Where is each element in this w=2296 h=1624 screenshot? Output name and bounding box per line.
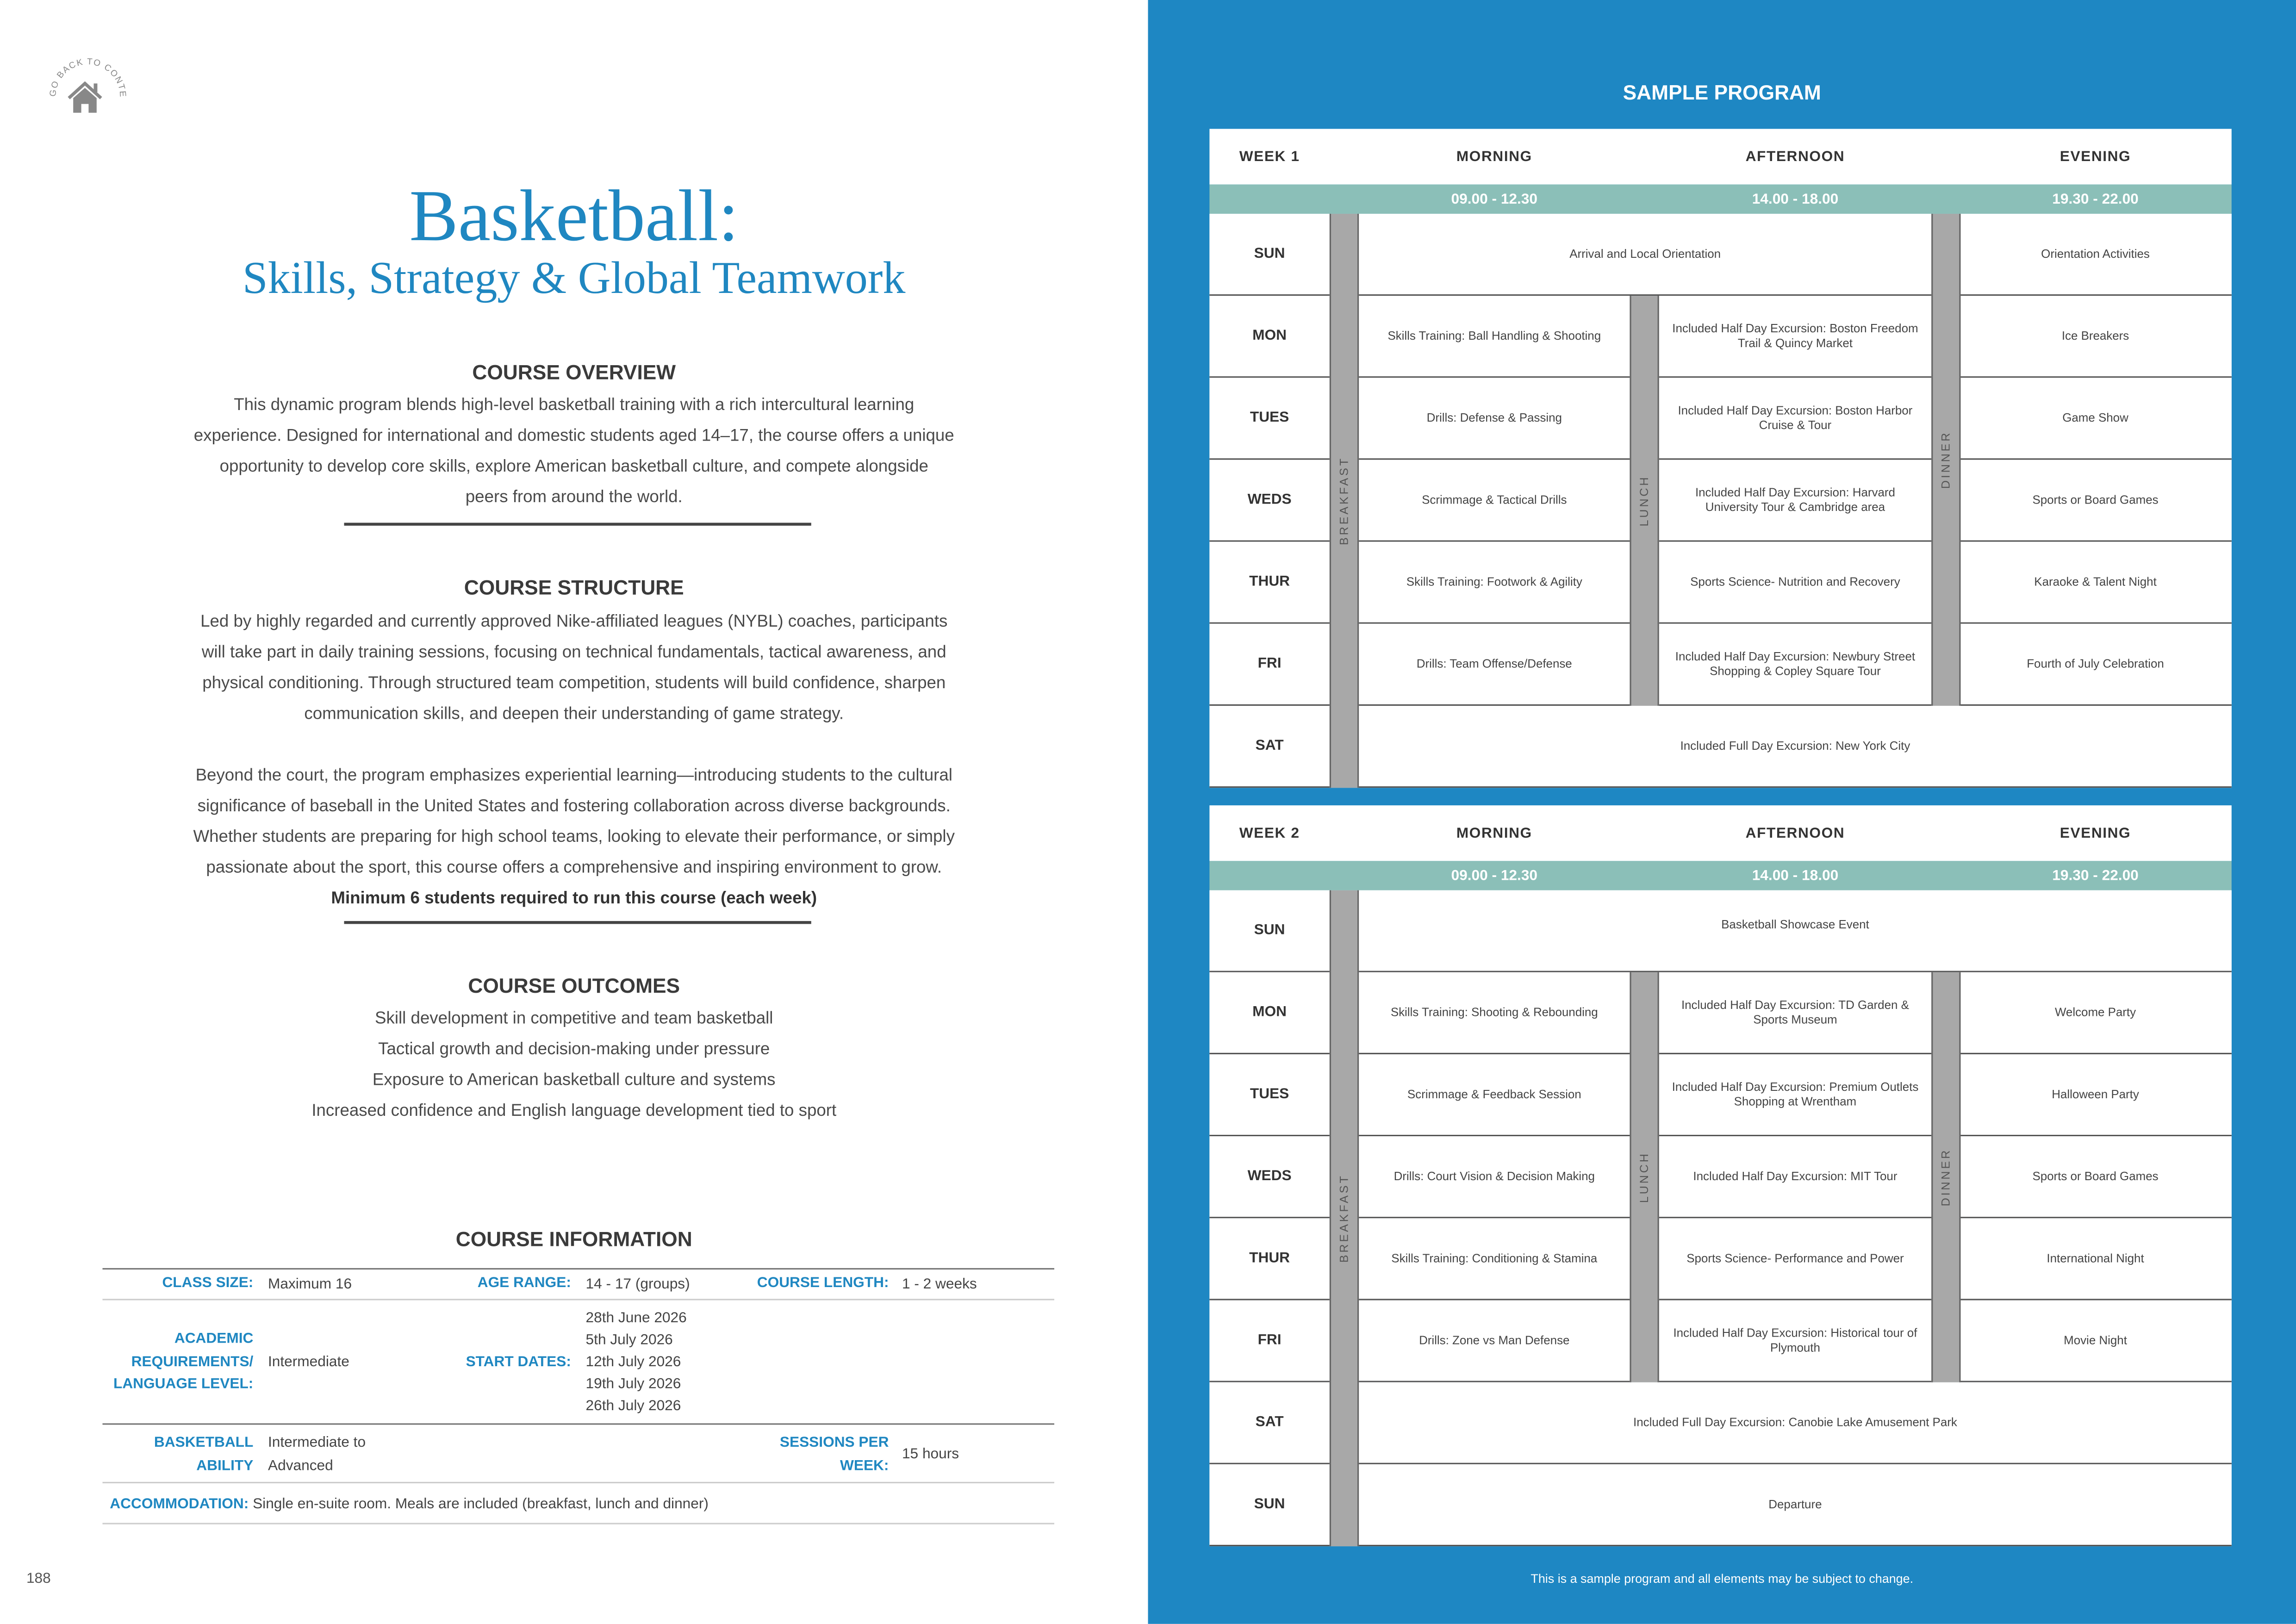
label-line: BASKETBALL bbox=[154, 1435, 254, 1451]
lunch-bar bbox=[1630, 296, 1659, 706]
ability-value bbox=[268, 1432, 366, 1477]
class-size-label: CLASS SIZE: bbox=[162, 1275, 254, 1292]
day-label: MON bbox=[1209, 972, 1329, 1054]
meal-label: LUNCH bbox=[1637, 475, 1651, 527]
evening-activity: Sports or Board Games bbox=[1959, 1136, 2231, 1218]
morning-activity: Drills: Team Offense/Defense bbox=[1359, 624, 1630, 706]
age-range-value: 14 - 17 (groups) bbox=[585, 1276, 690, 1293]
week-label: WEEK 2 bbox=[1239, 825, 1300, 841]
start-date: 28th June 2026 bbox=[585, 1310, 687, 1327]
text-line: passionate about the sport, this course offers a comprehensive and inspiring environment to grow. bbox=[206, 858, 942, 877]
structure-heading: COURSE STRUCTURE bbox=[464, 575, 684, 599]
meal-label: BREAKFAST bbox=[1338, 456, 1351, 545]
outcomes-heading: COURSE OUTCOMES bbox=[468, 973, 680, 997]
page-subtitle: Skills, Strategy & Global Teamwork bbox=[243, 252, 906, 303]
accommodation-label: ACCOMMODATION: bbox=[110, 1496, 249, 1513]
label-line: WEEK: bbox=[840, 1457, 889, 1474]
afternoon-activity: Sports Science- Performance and Power bbox=[1659, 1218, 1931, 1300]
meal-label: BREAKFAST bbox=[1338, 1174, 1351, 1263]
right-page bbox=[1148, 0, 2296, 1624]
header-morning: MORNING bbox=[1456, 149, 1532, 165]
label-line: SESSIONS PER bbox=[779, 1435, 889, 1451]
afternoon-activity: Included Half Day Excursion: MIT Tour bbox=[1659, 1136, 1931, 1218]
divider bbox=[102, 1268, 1054, 1269]
text-line: communication skills, and deepen their understanding of game strategy. bbox=[304, 704, 844, 723]
evening-activity: Welcome Party bbox=[1959, 972, 2231, 1054]
week-label: WEEK 1 bbox=[1239, 149, 1300, 165]
afternoon-activity: Included Half Day Excursion: TD Garden & Sports Museum bbox=[1659, 972, 1931, 1054]
structure-text-2 bbox=[0, 760, 1148, 883]
evening-activity: Ice Breakers bbox=[1959, 296, 2231, 378]
time-evening: 19.30 - 22.00 bbox=[2052, 867, 2139, 884]
morning-activity: Scrimmage & Feedback Session bbox=[1359, 1054, 1630, 1136]
start-dates-list bbox=[586, 1307, 687, 1417]
meal-label: DINNER bbox=[1939, 1148, 1953, 1207]
overview-text bbox=[0, 390, 1148, 513]
info-heading: COURSE INFORMATION bbox=[455, 1227, 692, 1251]
page-title: Basketball: bbox=[409, 174, 739, 256]
time-afternoon: 14.00 - 18.00 bbox=[1752, 867, 1839, 884]
program-title: SAMPLE PROGRAM bbox=[1623, 81, 1821, 104]
day-label: TUES bbox=[1209, 378, 1329, 460]
structure-text bbox=[0, 606, 1148, 729]
day-label: SAT bbox=[1209, 1382, 1329, 1464]
time-evening: 19.30 - 22.00 bbox=[2052, 191, 2139, 207]
sessions-label bbox=[703, 1432, 889, 1477]
morning-activity: Skills Training: Footwork & Agility bbox=[1359, 542, 1630, 624]
text-line: opportunity to develop core skills, explore American basketball culture, and compete alongside bbox=[219, 457, 928, 476]
value-line: Intermediate to bbox=[268, 1435, 366, 1451]
evening-activity: Karaoke & Talent Night bbox=[1959, 542, 2231, 624]
accommodation-row bbox=[110, 1493, 709, 1516]
afternoon-activity: Included Half Day Excursion: Historical tour of Plymouth bbox=[1659, 1300, 1931, 1382]
outcome-item: Skill development in competitive and team basketball bbox=[375, 1008, 773, 1028]
lunch-bar bbox=[1630, 972, 1659, 1382]
breakfast-bar bbox=[1330, 890, 1359, 1546]
label-line: LANGUAGE LEVEL: bbox=[113, 1376, 254, 1393]
divider bbox=[344, 921, 811, 923]
day-label: WEDS bbox=[1209, 1136, 1329, 1218]
evening-activity: Movie Night bbox=[1959, 1300, 2231, 1382]
text-line: significance of baseball in the United States and fostering collaboration across diverse backgrounds. bbox=[197, 796, 951, 816]
start-date: 12th July 2026 bbox=[585, 1354, 681, 1371]
divider bbox=[102, 1482, 1054, 1483]
time-morning: 09.00 - 12.30 bbox=[1451, 191, 1537, 207]
overview-heading: COURSE OVERVIEW bbox=[472, 360, 676, 384]
text-line: Beyond the court, the program emphasizes experiential learning—introducing students to the cultural bbox=[195, 765, 952, 785]
value-line: Advanced bbox=[268, 1457, 333, 1474]
day-label: FRI bbox=[1209, 1300, 1329, 1382]
day-label: SAT bbox=[1209, 706, 1329, 788]
class-size-value: Maximum 16 bbox=[268, 1276, 352, 1293]
label-line: ABILITY bbox=[196, 1457, 254, 1474]
academic-label bbox=[102, 1328, 253, 1396]
day-label: FRI bbox=[1209, 624, 1329, 706]
morning-activity: Skills Training: Ball Handling & Shooting bbox=[1359, 296, 1630, 378]
header-evening: EVENING bbox=[2060, 149, 2131, 165]
text-line: peers from around the world. bbox=[465, 487, 683, 507]
header-afternoon: AFTERNOON bbox=[1745, 825, 1845, 841]
meal-label: DINNER bbox=[1939, 430, 1953, 489]
svg-text:GO BACK TO CONTENTS PAGE: GO BACK TO CONTE bbox=[48, 56, 128, 98]
morning-activity: Drills: Defense & Passing bbox=[1359, 378, 1630, 460]
breakfast-bar bbox=[1330, 214, 1359, 788]
day-label: THUR bbox=[1209, 1218, 1329, 1300]
evening-activity: International Night bbox=[1959, 1218, 2231, 1300]
full-day-activity: Included Full Day Excursion: New York City bbox=[1359, 706, 2232, 788]
afternoon-activity: Included Half Day Excursion: Premium Outlets Shopping at Wrentham bbox=[1659, 1054, 1931, 1136]
age-range-label: AGE RANGE: bbox=[477, 1275, 571, 1292]
morning-activity: Drills: Zone vs Man Defense bbox=[1359, 1300, 1630, 1382]
outcome-item: Tactical growth and decision-making under pressure bbox=[378, 1039, 770, 1059]
divider bbox=[344, 523, 811, 525]
divider bbox=[102, 1299, 1054, 1300]
start-date: 26th July 2026 bbox=[585, 1398, 681, 1415]
morning-activity: Scrimmage & Tactical Drills bbox=[1359, 460, 1630, 541]
full-day-activity: Departure bbox=[1359, 1464, 2232, 1546]
dinner-bar bbox=[1931, 214, 1960, 706]
program-footer: This is a sample program and all elements may be subject to change. bbox=[1531, 1571, 1914, 1586]
academic-value: Intermediate bbox=[268, 1354, 349, 1371]
day-label: THUR bbox=[1209, 542, 1329, 624]
course-length-label: COURSE LENGTH: bbox=[757, 1275, 889, 1292]
dinner-bar bbox=[1931, 972, 1960, 1382]
evening-activity: Sports or Board Games bbox=[1959, 460, 2231, 541]
start-date: 19th July 2026 bbox=[585, 1376, 681, 1393]
evening-activity: Fourth of July Celebration bbox=[1959, 624, 2231, 706]
afternoon-activity: Sports Science- Nutrition and Recovery bbox=[1659, 542, 1931, 624]
time-afternoon: 14.00 - 18.00 bbox=[1752, 191, 1839, 207]
text-line: will take part in daily training sessions, focusing on technical fundamentals, tactical awareness, and bbox=[201, 642, 946, 662]
afternoon-activity: Included Half Day Excursion: Boston Harbor Cruise & Tour bbox=[1659, 378, 1931, 460]
text-line: This dynamic program blends high-level basketball training with a rich intercultural learning bbox=[234, 395, 915, 415]
morning-activity: Skills Training: Conditioning & Stamina bbox=[1359, 1218, 1630, 1300]
morning-activity: Skills Training: Shooting & Rebounding bbox=[1359, 972, 1630, 1054]
afternoon-activity: Included Half Day Excursion: Newbury Street Shopping & Copley Square Tour bbox=[1659, 624, 1931, 706]
outcome-item: Increased confidence and English language development tied to sport bbox=[311, 1101, 837, 1120]
sessions-value: 15 hours bbox=[902, 1446, 959, 1463]
outcomes-list bbox=[0, 1003, 1148, 1126]
evening-activity: Game Show bbox=[1959, 378, 2231, 460]
day-label: MON bbox=[1209, 296, 1329, 378]
home-icon bbox=[41, 35, 135, 123]
day-label: SUN bbox=[1209, 214, 1329, 296]
start-date: 5th July 2026 bbox=[585, 1332, 673, 1349]
outcome-item: Exposure to American basketball culture and systems bbox=[372, 1070, 776, 1089]
label-line: REQUIREMENTS/ bbox=[131, 1354, 254, 1370]
header-evening: EVENING bbox=[2060, 825, 2131, 841]
label-line: ACADEMIC bbox=[174, 1331, 254, 1347]
full-day-activity: Included Full Day Excursion: Canobie Lake Amusement Park bbox=[1359, 1382, 2232, 1464]
accommodation-value: Single en-suite room. Meals are included (breakfast, lunch and dinner) bbox=[253, 1496, 709, 1513]
time-morning: 09.00 - 12.30 bbox=[1451, 867, 1537, 884]
evening-activity: Orientation Activities bbox=[1959, 214, 2231, 296]
minimum-students-note: Minimum 6 students required to run this course (each week) bbox=[331, 889, 817, 908]
evening-activity: Halloween Party bbox=[1959, 1054, 2231, 1136]
morning-afternoon-activity: Arrival and Local Orientation bbox=[1359, 214, 1931, 296]
ability-label bbox=[102, 1432, 253, 1477]
text-line: Led by highly regarded and currently approved Nike-affiliated leagues (NYBL) coaches, participants bbox=[200, 612, 948, 631]
header-morning: MORNING bbox=[1456, 825, 1532, 841]
day-label: SUN bbox=[1209, 890, 1329, 972]
morning-activity: Drills: Court Vision & Decision Making bbox=[1359, 1136, 1630, 1218]
meal-label: LUNCH bbox=[1637, 1151, 1651, 1203]
text-line: experience. Designed for international and domestic students aged 14–17, the course offers a unique bbox=[193, 426, 954, 445]
back-to-contents-link[interactable] bbox=[41, 35, 135, 123]
divider bbox=[102, 1423, 1054, 1425]
day-label: WEDS bbox=[1209, 460, 1329, 541]
page-number: 188 bbox=[26, 1571, 51, 1587]
afternoon-activity: Included Half Day Excursion: Boston Freedom Trail & Quincy Market bbox=[1659, 296, 1931, 378]
text-line: Whether students are preparing for high school teams, looking to elevate their performance, or simply bbox=[193, 827, 955, 846]
text-line: physical conditioning. Through structured team competition, students will build confidence, sharpen bbox=[202, 673, 946, 693]
divider bbox=[102, 1523, 1054, 1524]
header-afternoon: AFTERNOON bbox=[1745, 149, 1845, 165]
afternoon-activity: Included Half Day Excursion: Harvard University Tour & Cambridge area bbox=[1659, 460, 1931, 541]
start-dates-label: START DATES: bbox=[466, 1354, 571, 1371]
course-length-value: 1 - 2 weeks bbox=[902, 1276, 977, 1293]
day-label: SUN bbox=[1209, 1464, 1329, 1546]
day-label: TUES bbox=[1209, 1054, 1329, 1136]
full-day-activity: Basketball Showcase Event bbox=[1359, 890, 2232, 972]
